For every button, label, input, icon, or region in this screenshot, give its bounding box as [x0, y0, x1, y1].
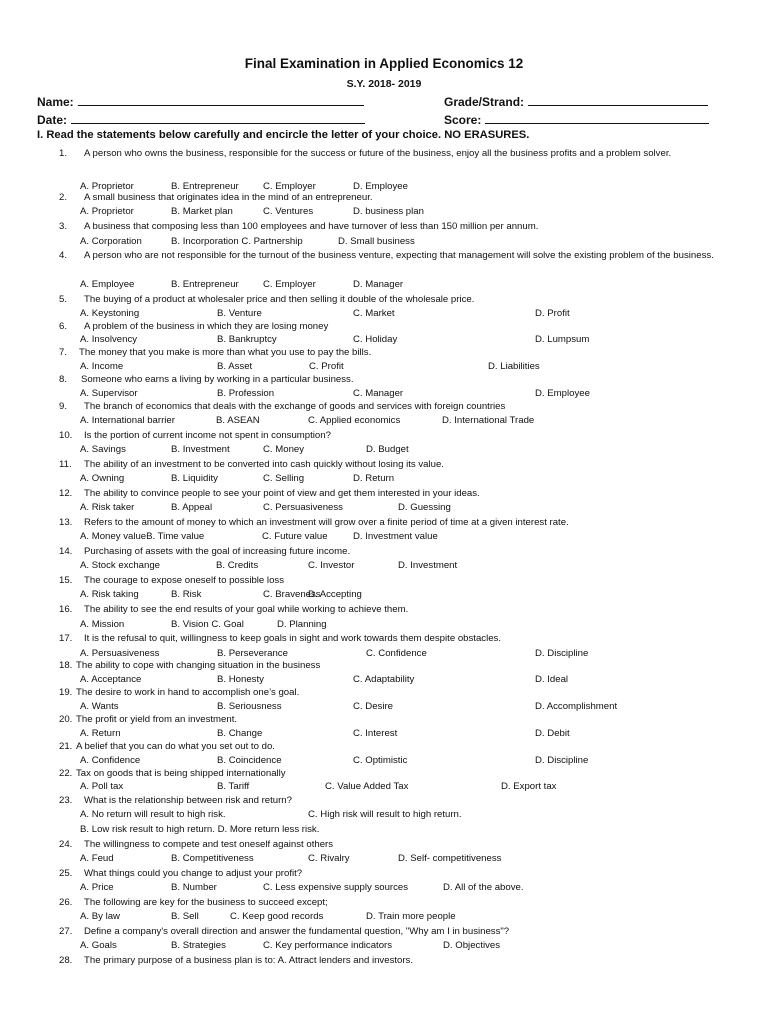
answer-choice[interactable]: D. Discipline	[535, 755, 589, 766]
answer-choice[interactable]: C. High risk will result to high return.	[308, 809, 462, 820]
answer-choice[interactable]: C. Adaptability	[353, 674, 415, 685]
answer-choice[interactable]: A. Persuasiveness	[80, 648, 160, 659]
answer-choice[interactable]: C. Keep good records	[230, 911, 324, 922]
date-blank[interactable]	[71, 112, 365, 124]
question-text: The ability to cope with changing situation in the business	[76, 660, 321, 671]
question-text: Someone who earns a living by working in a particular business.	[81, 374, 354, 385]
question-text: The primary purpose of a business plan is to: A. Attract lenders and investors.	[84, 955, 414, 966]
answer-choice[interactable]: C. Rivalry	[308, 853, 350, 864]
answer-choice[interactable]: B. Investment	[171, 444, 230, 455]
answer-choice[interactable]: A. Corporation	[80, 236, 142, 247]
answer-choice[interactable]: A. Goals	[80, 940, 117, 951]
question-number: 5.	[59, 294, 68, 305]
question-number: 15.	[59, 575, 73, 586]
question-text: A person who owns the business, responsible for the success or future of the business, enjoy all the business profits and a problem solver.	[84, 148, 672, 159]
question-text: The ability to see the end results of your goal while working to achieve them.	[84, 604, 409, 615]
answer-choice[interactable]: B. Perseverance	[217, 648, 288, 659]
question-text: Tax on goods that is being shipped internationally	[76, 768, 286, 779]
answer-choice[interactable]: D. Objectives	[443, 940, 501, 951]
answer-choice[interactable]: B. Change	[217, 728, 263, 739]
answer-choice[interactable]: D. Planning	[277, 619, 327, 630]
answer-choice[interactable]: A. Wants	[80, 701, 119, 712]
question-number: 13.	[59, 517, 73, 528]
answer-choice[interactable]: D. International Trade	[442, 415, 535, 426]
answer-choice[interactable]: B. Appeal	[171, 502, 213, 513]
answer-choice[interactable]: C. Employer	[263, 279, 316, 290]
answer-choice[interactable]: C. Holiday	[353, 334, 398, 345]
answer-choice[interactable]: A. No return will result to high risk.	[80, 809, 226, 820]
answer-choice[interactable]: B. Entrepreneur	[171, 181, 239, 192]
answer-choice[interactable]: B. Strategies	[171, 940, 226, 951]
question-text: The following are key for the business to succeed except;	[84, 897, 328, 908]
name-field[interactable]	[37, 94, 364, 109]
answer-choice[interactable]: A. International barrier	[80, 415, 175, 426]
answer-choice[interactable]: C. Less expensive supply sources	[263, 882, 409, 893]
answer-choice[interactable]: C. Applied economics	[308, 415, 401, 426]
answer-choice[interactable]: B. Coincidence	[217, 755, 282, 766]
answer-choice[interactable]: A. Mission	[80, 619, 125, 630]
answer-choice[interactable]: D. Export tax	[501, 781, 557, 792]
answer-choice[interactable]: D. Lumpsum	[535, 334, 590, 345]
score-blank[interactable]	[485, 112, 709, 124]
answer-choice[interactable]: B. Competitiveness	[171, 853, 254, 864]
answer-choice[interactable]: B. Bankruptcy	[217, 334, 277, 345]
question-number: 6.	[59, 321, 68, 332]
answer-choice[interactable]: A. Risk taker	[80, 502, 135, 513]
answer-choice[interactable]: D. All of the above.	[443, 882, 524, 893]
question-text: A small business that originates idea in the mind of an entrepreneur.	[84, 192, 373, 203]
question-number: 3.	[59, 221, 68, 232]
question-text: What is the relationship between risk and return?	[84, 795, 292, 806]
answer-choice[interactable]: A. Income	[80, 361, 124, 372]
question-number: 7.	[59, 347, 68, 358]
answer-choice[interactable]: A. Money valueB. Time value	[80, 531, 205, 542]
question-number: 26.	[59, 897, 73, 908]
answer-choice[interactable]: D. Discipline	[535, 648, 589, 659]
answer-choice[interactable]: A. Supervisor	[80, 388, 138, 399]
question-number: 28.	[59, 955, 73, 966]
answer-choice[interactable]: B. Incorporation C. Partnership	[171, 236, 303, 247]
answer-choice[interactable]: A. Insolvency	[80, 334, 138, 345]
question-number: 27.	[59, 926, 73, 937]
answer-choice[interactable]: C. Selling	[263, 473, 305, 484]
answer-choice[interactable]: C. Profit	[309, 361, 344, 372]
grade-strand-label: Grade/Strand:	[444, 95, 525, 109]
question-number: 16.	[59, 604, 73, 615]
answer-choice[interactable]: A. Poll tax	[80, 781, 124, 792]
answer-choice[interactable]: B. Asset	[217, 361, 253, 372]
answer-choice[interactable]: D. Liabilities	[488, 361, 540, 372]
date-label: Date:	[37, 113, 68, 127]
answer-choice[interactable]: C. Braveness	[263, 589, 321, 600]
question-number: 12.	[59, 488, 73, 499]
answer-choice[interactable]: B. Vision C. Goal	[171, 619, 244, 630]
score-field[interactable]	[444, 112, 709, 127]
answer-choice[interactable]: D. Guessing	[398, 502, 451, 513]
question-number: 14.	[59, 546, 73, 557]
question-text: The courage to expose oneself to possible loss	[84, 575, 284, 586]
answer-choice[interactable]: A. Stock exchange	[80, 560, 160, 571]
answer-choice[interactable]: A. Return	[80, 728, 121, 739]
answer-choice[interactable]: D. Accomplishment	[535, 701, 618, 712]
answer-choice[interactable]: D. Employee	[353, 181, 408, 192]
answer-choice[interactable]: A. Savings	[80, 444, 126, 455]
answer-choice[interactable]: B. Seriousness	[217, 701, 282, 712]
question-text: The money that you make is more than what you use to pay the bills.	[79, 347, 372, 358]
answer-choice[interactable]: C. Value Added Tax	[325, 781, 409, 792]
question-text: The branch of economics that deals with the exchange of goods and services with foreign countries	[84, 401, 506, 412]
answer-choice[interactable]: D. Budget	[366, 444, 409, 455]
answer-choice[interactable]: C. Ventures	[263, 206, 314, 217]
answer-choice[interactable]: D. Accepting	[308, 589, 362, 600]
question-number: 9.	[59, 401, 68, 412]
question-text: The ability to convince people to see your point of view and get them interested in your ideas.	[84, 488, 480, 499]
answer-choice[interactable]: D. Self- competitiveness	[398, 853, 502, 864]
question-number: 22.	[59, 768, 73, 779]
answer-choice[interactable]: D. business plan	[353, 206, 424, 217]
answer-choice[interactable]: B. Credits	[216, 560, 259, 571]
question-number: 23.	[59, 795, 73, 806]
question-number: 18.	[59, 660, 73, 671]
answer-choice[interactable]: A. Owning	[80, 473, 125, 484]
answer-choice[interactable]: D. Ideal	[535, 674, 569, 685]
grade-strand-blank[interactable]	[528, 94, 708, 106]
answer-choice[interactable]: D. Manager	[353, 279, 404, 290]
answer-choice[interactable]: D. Train more people	[366, 911, 456, 922]
question-number: 20.	[59, 714, 73, 725]
answer-choice[interactable]: A. Keystoning	[80, 308, 140, 319]
question-text: What things could you change to adjust your profit?	[84, 868, 303, 879]
answer-choice[interactable]: C. Manager	[353, 388, 404, 399]
answer-choice[interactable]: A. Acceptance	[80, 674, 142, 685]
answer-choice[interactable]: C. Confidence	[366, 648, 427, 659]
answer-choice[interactable]: B. ASEAN	[216, 415, 260, 426]
instructions: I. Read the statements below carefully and encircle the letter of your choice. NO ERASURES.	[37, 129, 530, 141]
score-label: Score:	[444, 113, 482, 127]
question-number: 1.	[59, 148, 68, 159]
name-label: Name:	[37, 95, 74, 109]
question-text: A problem of the business in which they are losing money	[84, 321, 329, 332]
answer-choice[interactable]: C. Key performance indicators	[263, 940, 393, 951]
question-text: A person who are not responsible for the turnout of the business venture, expecting that management will solve the existing problem of the business.	[84, 250, 714, 261]
answer-choice[interactable]: D. Investment value	[353, 531, 438, 542]
answer-choice[interactable]: C. Investor	[308, 560, 355, 571]
answer-choice[interactable]: B. Low risk result to high return. D. More return less risk.	[80, 824, 320, 835]
question-text: A belief that you can do what you set out to do.	[76, 741, 275, 752]
answer-choice[interactable]: A. Proprietor	[80, 181, 134, 192]
answer-choice[interactable]: A. Risk taking	[80, 589, 139, 600]
exam-title: Final Examination in Applied Economics 12	[244, 56, 524, 71]
question-number: 2.	[59, 192, 68, 203]
answer-choice[interactable]: A. By law	[80, 911, 120, 922]
question-text: The desire to work in hand to accomplish one’s goal.	[76, 687, 300, 698]
grade-strand-field[interactable]	[444, 94, 708, 109]
question-text: The willingness to compete and test oneself against others	[84, 839, 334, 850]
question-text: A business that composing less than 100 employees and have turnover of less than 150 million per annum.	[84, 221, 539, 232]
school-year: S.Y. 2018- 2019	[346, 78, 422, 90]
answer-choice[interactable]: D. Small business	[338, 236, 415, 247]
answer-choice[interactable]: C. Optimistic	[353, 755, 408, 766]
answer-choice[interactable]: C. Money	[263, 444, 305, 455]
question-number: 8.	[59, 374, 68, 385]
question-text: Define a company's overall direction and answer the fundamental question, "Why am I in business"?	[84, 926, 510, 937]
question-number: 10.	[59, 430, 73, 441]
answer-choice[interactable]: A. Price	[80, 882, 114, 893]
answer-choice[interactable]: B. Market plan	[171, 206, 233, 217]
question-number: 4.	[59, 250, 68, 261]
question-text: Purchasing of assets with the goal of increasing future income.	[84, 546, 351, 557]
answer-choice[interactable]: A. Feud	[80, 853, 114, 864]
answer-choice[interactable]: B. Number	[171, 882, 217, 893]
question-text: The profit or yield from an investment.	[76, 714, 238, 725]
answer-choice[interactable]: B. Sell	[171, 911, 199, 922]
answer-choice[interactable]: C. Interest	[353, 728, 398, 739]
answer-choice[interactable]: B. Honesty	[217, 674, 264, 685]
answer-choice[interactable]: D. Return	[353, 473, 395, 484]
question-text: The ability of an investment to be converted into cash quickly without losing its value.	[84, 459, 444, 470]
question-number: 25.	[59, 868, 73, 879]
answer-choice[interactable]: D. Debit	[535, 728, 570, 739]
answer-choice[interactable]: D. Employee	[535, 388, 590, 399]
answer-choice[interactable]: B. Tariff	[217, 781, 250, 792]
question-number: 19.	[59, 687, 73, 698]
question-number: 21.	[59, 741, 73, 752]
question-text: It is the refusal to quit, willingness to keep goals in sight and work towards them despite obstacles.	[84, 633, 502, 644]
answer-choice[interactable]: A. Proprietor	[80, 206, 134, 217]
question-text: The buying of a product at wholesaler price and then selling it double of the wholesale price.	[84, 294, 475, 305]
answer-choice[interactable]: B. Profession	[217, 388, 275, 399]
answer-choice[interactable]: B. Entrepreneur	[171, 279, 239, 290]
answer-choice[interactable]: B. Risk	[171, 589, 202, 600]
question-number: 24.	[59, 839, 73, 850]
answer-choice[interactable]: C. Employer	[263, 181, 316, 192]
question-number: 11.	[59, 459, 72, 470]
question-text: Refers to the amount of money to which an investment will grow over a finite period of time at a given interest rate.	[84, 517, 569, 528]
date-field[interactable]	[37, 112, 365, 127]
answer-choice[interactable]: C. Desire	[353, 701, 393, 712]
answer-choice[interactable]: C. Future value	[262, 531, 328, 542]
answer-choice[interactable]: D. Profit	[535, 308, 570, 319]
answer-choice[interactable]: A. Employee	[80, 279, 135, 290]
answer-choice[interactable]: B. Venture	[217, 308, 262, 319]
answer-choice[interactable]: C. Persuasiveness	[263, 502, 343, 513]
answer-choice[interactable]: A. Confidence	[80, 755, 141, 766]
question-number: 17.	[59, 633, 73, 644]
answer-choice[interactable]: D. Investment	[398, 560, 458, 571]
name-blank[interactable]	[78, 94, 364, 106]
question-text: Is the portion of current income not spent in consumption?	[84, 430, 331, 441]
answer-choice[interactable]: B. Liquidity	[171, 473, 218, 484]
answer-choice[interactable]: C. Market	[353, 308, 395, 319]
